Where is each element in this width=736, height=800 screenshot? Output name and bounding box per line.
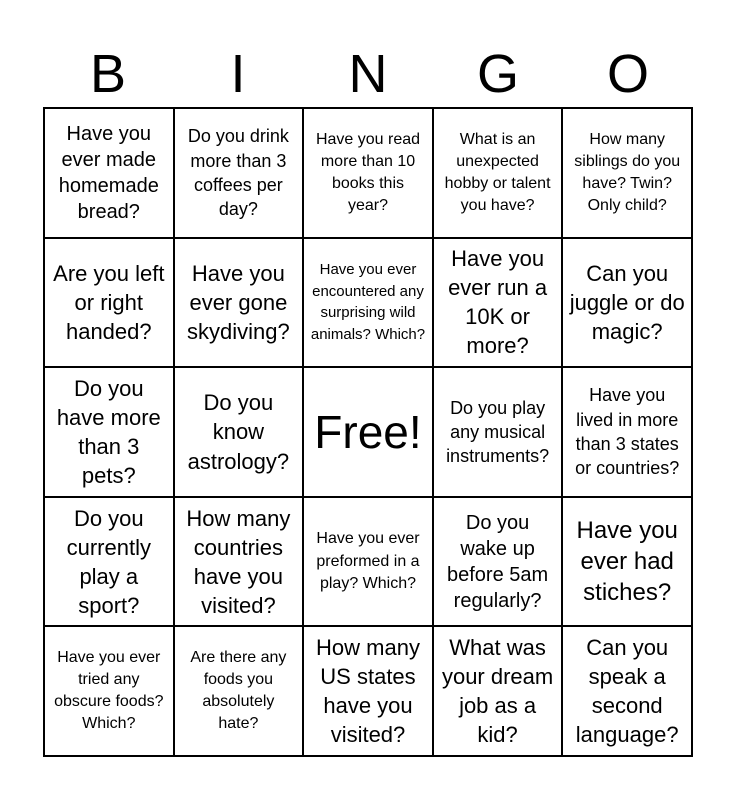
bingo-cell-r4-c1[interactable]: Do you currently play a sport?	[44, 497, 174, 627]
bingo-cell-r5-c2[interactable]: Are there any foods you absolutely hate?	[174, 626, 304, 756]
bingo-cell-r4-c2[interactable]: How many countries have you visited?	[174, 497, 304, 627]
bingo-cell-r1-c2[interactable]: Do you drink more than 3 coffees per day?	[174, 108, 304, 238]
bingo-cell-r1-c1[interactable]: Have you ever made homemade bread?	[44, 108, 174, 238]
header-letter-o: O	[606, 44, 649, 104]
bingo-cell-r4-c4[interactable]: Do you wake up before 5am regularly?	[433, 497, 563, 627]
header-letter-g: G	[476, 44, 519, 104]
bingo-cell-r3-c5[interactable]: Have you lived in more than 3 states or countries?	[562, 367, 692, 497]
bingo-cell-r5-c4[interactable]: What was your dream job as a kid?	[433, 626, 563, 756]
bingo-cell-r2-c2[interactable]: Have you ever gone skydiving?	[174, 238, 304, 368]
bingo-cell-r1-c3[interactable]: Have you read more than 10 books this year?	[303, 108, 433, 238]
bingo-header	[43, 40, 693, 108]
bingo-cell-r1-c5[interactable]: How many siblings do you have? Twin? Only child?	[562, 108, 692, 238]
bingo-grid	[43, 107, 693, 757]
header-letter-n: N	[348, 44, 388, 104]
bingo-cell-r4-c5[interactable]: Have you ever had stiches?	[562, 497, 692, 627]
header-letter-i: I	[230, 44, 246, 104]
bingo-cell-r2-c1[interactable]: Are you left or right handed?	[44, 238, 174, 368]
bingo-cell-r2-c3[interactable]: Have you ever encountered any surprising wild animals? Which?	[303, 238, 433, 368]
bingo-cell-r2-c5[interactable]: Can you juggle or do magic?	[562, 238, 692, 368]
bingo-cell-r1-c4[interactable]: What is an unexpected hobby or talent you have?	[433, 108, 563, 238]
bingo-cell-r4-c3[interactable]: Have you ever preformed in a play? Which?	[303, 497, 433, 627]
bingo-cell-free[interactable]: Free!	[303, 367, 433, 497]
bingo-cell-r2-c4[interactable]: Have you ever run a 10K or more?	[433, 238, 563, 368]
bingo-cell-r5-c3[interactable]: How many US states have you visited?	[303, 626, 433, 756]
bingo-cell-r3-c1[interactable]: Do you have more than 3 pets?	[44, 367, 174, 497]
bingo-cell-r3-c4[interactable]: Do you play any musical instruments?	[433, 367, 563, 497]
bingo-cell-r3-c2[interactable]: Do you know astrology?	[174, 367, 304, 497]
bingo-cell-r5-c5[interactable]: Can you speak a second language?	[562, 626, 692, 756]
header-letter-b: B	[89, 44, 127, 104]
bingo-cell-r5-c1[interactable]: Have you ever tried any obscure foods? Which?	[44, 626, 174, 756]
